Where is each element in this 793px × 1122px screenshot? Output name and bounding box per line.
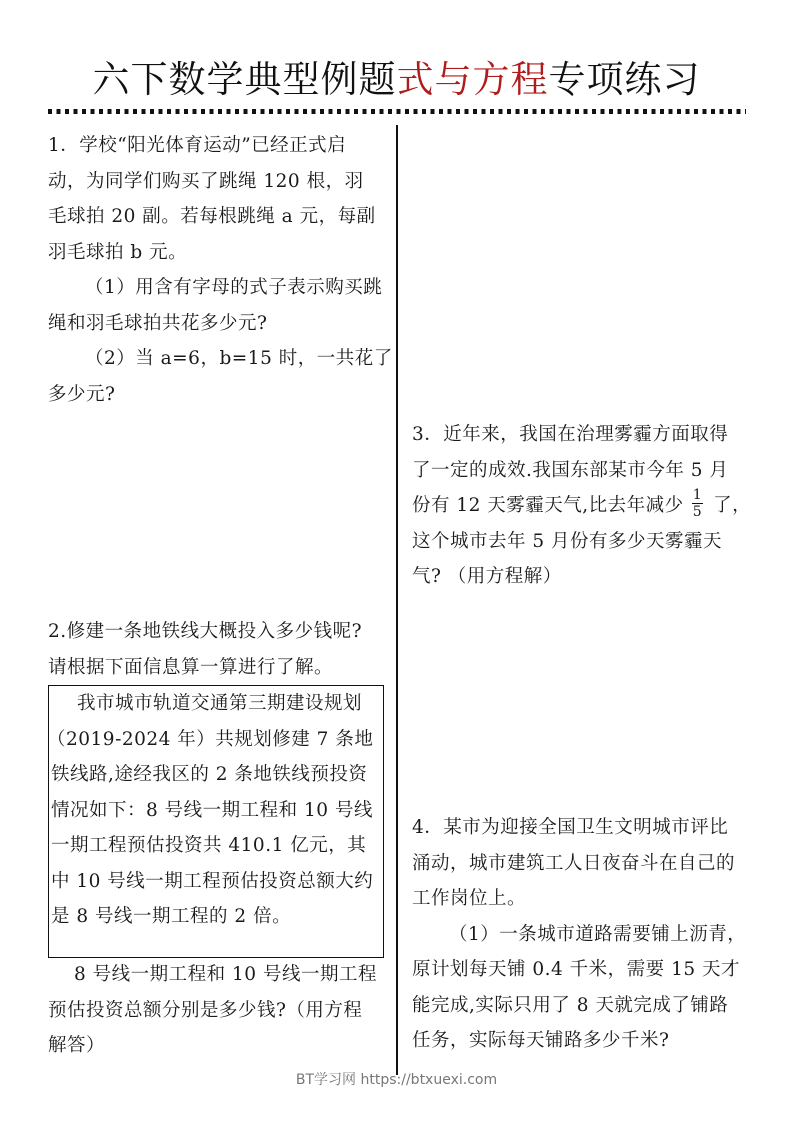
q2-line: 请根据下面信息算一算进行了解。	[48, 656, 334, 678]
q4-sub1-line: （1）一条城市道路需要铺上沥青，	[449, 923, 747, 945]
q1-sub1-line: （1）用含有字母的式子表示购买跳	[85, 277, 383, 298]
question-4	[412, 810, 746, 1059]
q1-sub2-line: （2）当 a=6，b=15 时，一共花了	[85, 348, 393, 369]
q1-line: 毛球拍 20 副。若每根跳绳 a 元，每副	[48, 206, 376, 227]
footer-watermark: BT学习网 https://btxuexi.com	[295, 1072, 498, 1088]
q1-sub2-line: 多少元?	[48, 383, 116, 405]
q4-sub1-line: 能完成,实际只用了 8 天就完成了铺路	[412, 994, 729, 1016]
info-line: 是 8 号线一期工程的 2 倍。	[51, 906, 292, 927]
fraction-one-fifth	[692, 487, 703, 520]
info-line: 一期工程预估投资共 410.1 亿元，其	[51, 835, 367, 856]
q3-line: 3．近年来，我国在治理雾霾方面取得	[412, 424, 729, 445]
title-suffix: 专项练习	[548, 58, 701, 101]
q3-line: 气? （用方程解）	[412, 566, 562, 587]
q4-sub1-line: 任务，实际每天铺路多少千米?	[412, 1030, 670, 1051]
q1-line: 1．学校“阳光体育运动”已经正式启	[48, 135, 347, 156]
info-line: 中 10 号线一期工程预估投资总额大约	[51, 870, 374, 892]
q4-line: 涌动，城市建筑工人日夜奋斗在自己的	[412, 852, 736, 874]
q4-sub1-line: 原计划每天铺 0.4 千米，需要 15 天才	[412, 959, 740, 980]
info-box	[48, 685, 384, 958]
q3-line3-after: 了，	[713, 495, 752, 516]
info-line: 我市城市轨道交通第三期建设规划	[77, 693, 363, 714]
q3-line: 了一定的成效.我国东部某市今年 5 月	[412, 459, 729, 481]
q4-line: 4．某市为迎接全国卫生文明城市评比	[412, 817, 729, 838]
q1-line: 羽毛球拍 b 元。	[48, 241, 188, 263]
q2-ask-line: 8 号线一期工程和 10 号线一期工程	[74, 964, 377, 985]
question-2	[48, 614, 362, 685]
q1-sub1-line: 绳和羽毛球拍共花多少元?	[48, 312, 268, 334]
q2-line: 2.修建一条地铁线大概投入多少钱呢?	[48, 621, 363, 642]
question-3	[412, 417, 751, 595]
q3-line-with-fraction	[412, 488, 751, 524]
title-prefix: 六下数学典型例题	[92, 58, 397, 101]
info-line: （2019-2024 年）共规划修建 7 条地	[47, 728, 374, 750]
info-line: 铁线路,途经我区的 2 条地铁线预投资	[51, 764, 368, 785]
q2-ask-line: 预估投资总额分别是多少钱?（用方程	[48, 999, 363, 1021]
column-divider	[396, 125, 398, 1075]
q2-ask-line: 解答）	[48, 1035, 106, 1056]
title-highlight: 式与方程	[396, 58, 549, 101]
page-title	[0, 55, 793, 105]
q3-line3-before: 份有 12 天雾霾天气,比去年减少	[412, 495, 684, 516]
info-line: 情况如下：8 号线一期工程和 10 号线	[51, 799, 373, 821]
q4-line: 工作岗位上。	[412, 888, 527, 909]
q1-line: 动，为同学们购买了跳绳 120 根，羽	[48, 170, 364, 192]
question-1	[48, 128, 393, 412]
question-2-ask	[48, 957, 377, 1064]
fraction-denominator: 5	[692, 503, 703, 520]
dotted-divider	[48, 109, 746, 114]
fraction-numerator: 1	[692, 486, 703, 503]
q3-line: 这个城市去年 5 月份有多少天雾霾天	[412, 530, 723, 552]
